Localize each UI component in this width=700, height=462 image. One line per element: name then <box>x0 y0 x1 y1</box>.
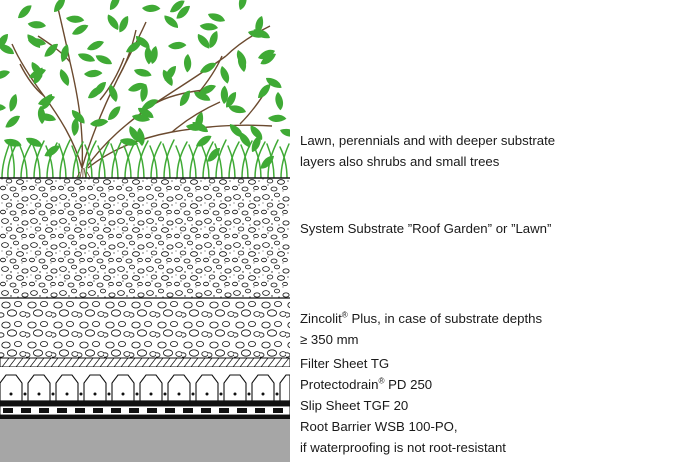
zincolit-rest: Plus, in case of substrate depths <box>347 311 543 326</box>
filter-sheet-layer <box>0 358 290 367</box>
caption-column <box>300 0 700 462</box>
registered-mark-icon: ® <box>341 310 348 320</box>
caption-filter-sheet: Filter Sheet TG <box>300 356 390 371</box>
caption-vegetation <box>300 130 696 172</box>
caption-root-barrier: Root Barrier WSB 100-PO, <box>300 419 458 434</box>
zincolit-layer <box>0 298 290 358</box>
slip-sheet-layer <box>0 401 290 406</box>
protectodrain-rest: PD 250 <box>384 377 433 392</box>
caption-slip-sheet: Slip Sheet TGF 20 <box>300 398 409 413</box>
substrate-layer <box>0 178 290 298</box>
protectodrain-layer <box>0 367 290 401</box>
caption-root-barrier-note: if waterproofing is not root-resistant <box>300 440 506 455</box>
caption-vegetation-line1: Lawn, perennials and with deeper substrate <box>300 133 556 148</box>
root-barrier-layer <box>0 406 290 415</box>
cross-section-svg <box>0 0 290 462</box>
caption-vegetation-line2: layers also shrubs and small trees <box>300 154 500 169</box>
concrete-deck-layer <box>0 415 290 462</box>
zincolit-name: Zincolit <box>300 311 342 326</box>
caption-zincolit-line2: ≥ 350 mm <box>300 332 359 347</box>
caption-layer-stack <box>300 353 696 458</box>
protectodrain-name: Protectodrain <box>300 377 379 392</box>
caption-zincolit <box>300 308 696 350</box>
cross-section-illustration <box>0 0 290 462</box>
caption-protectodrain <box>300 374 696 395</box>
caption-substrate-line1: System Substrate ”Roof Garden” or ”Lawn” <box>300 221 552 236</box>
caption-zincolit-line1 <box>300 308 696 329</box>
registered-mark-icon-2: ® <box>378 376 385 386</box>
caption-substrate <box>300 218 696 239</box>
